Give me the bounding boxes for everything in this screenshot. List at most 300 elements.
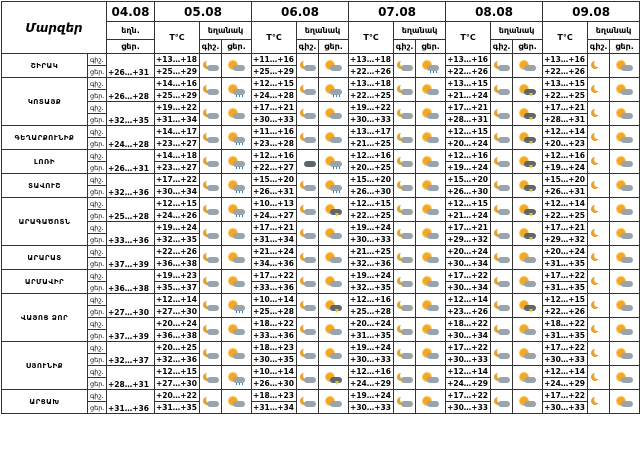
temp-night: +13…+16 [543, 54, 588, 66]
temp-day: +21…+24 [446, 210, 491, 222]
day-label: ցեր. [88, 90, 107, 102]
sun-cloud-icon [422, 325, 440, 336]
temp-day: +21…+25 [349, 138, 394, 150]
weather-night [200, 294, 222, 318]
weather-night [297, 174, 319, 198]
table-row [2, 150, 640, 162]
sun-cloud-icon [228, 349, 246, 360]
day-label: ցեր. [88, 258, 107, 270]
temp-day: +22…+27 [252, 162, 297, 174]
weather-day [416, 102, 446, 126]
sun-cloud-storm-icon [325, 205, 343, 216]
temp-day: +30…+33 [446, 402, 491, 414]
sun-cloud-icon [616, 325, 634, 336]
weather-night [394, 246, 416, 270]
night-label: գիշ. [88, 54, 107, 66]
temp-day: +30…+35 [252, 354, 297, 366]
temp-night: +19…+24 [349, 222, 394, 234]
moon-cloud-icon [396, 325, 414, 336]
weather-day [610, 222, 640, 246]
temp-value [107, 102, 155, 126]
sun-cloud-icon [422, 109, 440, 120]
temp-subheader: T°C [252, 22, 297, 54]
weather-night [297, 294, 319, 318]
sun-cloud-icon [616, 397, 634, 408]
temp-day: +19…+24 [543, 162, 588, 174]
weather-night [588, 78, 610, 102]
temp-night: +12…+16 [543, 150, 588, 162]
temp-day: +24…+28 [252, 90, 297, 102]
temp-night: +14…+18 [155, 150, 200, 162]
weather-day [610, 390, 640, 414]
moon-cloud-icon [202, 277, 220, 288]
weather-day [513, 294, 543, 318]
weather-night [297, 102, 319, 126]
temp-day: +31…+34 [252, 234, 297, 246]
sun-cloud-icon [616, 61, 634, 72]
temp-night: +18…+23 [252, 342, 297, 354]
day-label: ցեր. [88, 186, 107, 198]
day-subheader: ցեր. [513, 40, 543, 54]
weather-day [513, 390, 543, 414]
sun-cloud-icon [616, 157, 634, 168]
temp-day: +25…+29 [252, 66, 297, 78]
temp-value [107, 246, 155, 270]
temp-day: +20…+25 [349, 162, 394, 174]
temp-night: +12…+15 [155, 198, 200, 210]
sun-cloud-icon [325, 133, 343, 144]
sun-cloud-rain-icon [228, 301, 246, 312]
sun-cloud-icon [422, 181, 440, 192]
weather-night [491, 54, 513, 78]
weather-day [416, 78, 446, 102]
temp-night: +12…+16 [349, 150, 394, 162]
weather-day [416, 54, 446, 78]
weather-day [416, 246, 446, 270]
weather-day [222, 390, 252, 414]
weather-day [319, 294, 349, 318]
weather-day [416, 390, 446, 414]
temp-day: +24…+29 [446, 378, 491, 390]
temp-day: +31…+34 [252, 402, 297, 414]
moon-cloud-icon [396, 133, 414, 144]
moon-cloud-icon [202, 181, 220, 192]
weather-day [610, 54, 640, 78]
weather-night [491, 102, 513, 126]
moon-cloud-icon [202, 349, 220, 360]
temp-night: +12…+14 [543, 126, 588, 138]
sun-cloud-storm-icon [519, 301, 537, 312]
night-label: գիշ. [88, 78, 107, 90]
moon-cloud-icon [493, 349, 511, 360]
temp-day: +35…+37 [155, 282, 200, 294]
moon-cloud-icon [396, 61, 414, 72]
night-label: գիշ. [88, 318, 107, 330]
weather-night [491, 150, 513, 174]
temp-night: +12…+14 [446, 366, 491, 378]
temp-night: +12…+15 [446, 126, 491, 138]
sun-cloud-icon [616, 181, 634, 192]
moon-cloud-icon [396, 205, 414, 216]
weather-day [513, 246, 543, 270]
weather-night [297, 54, 319, 78]
temp-day: +23…+26 [446, 306, 491, 318]
temp-day: +36…+38 [155, 258, 200, 270]
weather-night [200, 102, 222, 126]
sun-cloud-storm-icon [519, 205, 537, 216]
temp-value: +33…+36 [108, 236, 149, 245]
temp-night: +11…+16 [252, 54, 297, 66]
sun-cloud-icon [228, 397, 246, 408]
temp-night: +13…+16 [446, 54, 491, 66]
temp-day: +31…+35 [543, 330, 588, 342]
moon-cloud-icon [299, 277, 317, 288]
weather-night [491, 366, 513, 390]
sun-cloud-icon [422, 373, 440, 384]
temp-night: +20…+24 [543, 246, 588, 258]
sun-cloud-icon [422, 157, 440, 168]
date-header: 04.08 [107, 2, 155, 22]
weather-night [394, 102, 416, 126]
temp-night: +10…+13 [252, 198, 297, 210]
weather-night [491, 78, 513, 102]
temp-night: +15…+20 [543, 174, 588, 186]
night-label: գիշ. [88, 246, 107, 258]
night-label: գիշ. [88, 390, 107, 402]
weather-day [416, 150, 446, 174]
temp-night: +12…+15 [155, 366, 200, 378]
temp-day: +24…+29 [349, 378, 394, 390]
temp-night: +19…+22 [155, 102, 200, 114]
moon-cloud-icon [202, 61, 220, 72]
moon-cloud-icon [396, 181, 414, 192]
sun-cloud-icon [422, 397, 440, 408]
moon-cloud-icon [396, 397, 414, 408]
weather-day [416, 222, 446, 246]
day-label: ցեր. [88, 66, 107, 78]
temp-day: +28…+31 [543, 114, 588, 126]
temp-night: +12…+16 [349, 366, 394, 378]
weather-day [222, 294, 252, 318]
sun-cloud-icon [519, 373, 537, 384]
weather-night [297, 246, 319, 270]
weather-day [319, 246, 349, 270]
sun-cloud-icon [519, 277, 537, 288]
temp-night: +19…+24 [349, 270, 394, 282]
temp-day: +20…+23 [543, 138, 588, 150]
weather-night [588, 270, 610, 294]
temp-day: +26…+30 [446, 186, 491, 198]
temp-night: +12…+15 [349, 198, 394, 210]
sun-cloud-storm-icon [519, 229, 537, 240]
sun-cloud-rain-icon [228, 157, 246, 168]
temp-night: +13…+18 [349, 54, 394, 66]
weather-day [222, 318, 252, 342]
moon-cloud-icon [493, 181, 511, 192]
moon-cloud-icon [299, 133, 317, 144]
day-subheader: ցեր. [107, 40, 155, 54]
weather-day [610, 342, 640, 366]
weather-night [297, 150, 319, 174]
temp-value [107, 342, 155, 366]
temp-night: +19…+24 [349, 342, 394, 354]
temp-night: +17…+21 [252, 102, 297, 114]
weather-day [513, 102, 543, 126]
weather-day [513, 222, 543, 246]
table-row [2, 270, 640, 282]
moon-cloud-icon [202, 229, 220, 240]
temp-day: +30…+34 [446, 282, 491, 294]
moon-cloud-icon [493, 229, 511, 240]
moon-cloud-icon [299, 229, 317, 240]
night-subheader: գիշ. [394, 40, 416, 54]
weather-day [416, 198, 446, 222]
temp-night: +17…+22 [543, 390, 588, 402]
night-label: գիշ. [88, 222, 107, 234]
temp-day: +30…+33 [446, 354, 491, 366]
temp-night: +17…+21 [446, 222, 491, 234]
region-name: ՎԱՅՈՑ ՁՈՐ [2, 294, 88, 342]
temp-night: +17…+22 [446, 390, 491, 402]
weather-night [588, 150, 610, 174]
temp-day: +21…+24 [446, 90, 491, 102]
weather-night [200, 390, 222, 414]
date-header: 05.08 [155, 2, 252, 22]
sun-cloud-rain-icon [228, 181, 246, 192]
temp-day: +30…+33 [349, 114, 394, 126]
day-label: ցեր. [88, 234, 107, 246]
temp-day: +20…+24 [446, 138, 491, 150]
weather-night [297, 342, 319, 366]
sun-cloud-icon [616, 109, 634, 120]
weather-night [200, 270, 222, 294]
temp-day: +26…+31 [252, 186, 297, 198]
weather-night [588, 102, 610, 126]
night-subheader: գիշ. [297, 40, 319, 54]
moon-icon [590, 85, 608, 96]
moon-icon [590, 277, 608, 288]
temp-value [107, 390, 155, 414]
weather-day [513, 342, 543, 366]
day-label: ցեր. [88, 282, 107, 294]
moon-cloud-icon [202, 85, 220, 96]
day-label: ցեր. [88, 378, 107, 390]
weather-day [319, 102, 349, 126]
temp-night: +13…+17 [349, 126, 394, 138]
weather-subheader: եղանակ [394, 22, 446, 40]
moon-cloud-icon [299, 325, 317, 336]
moon-cloud-icon [396, 253, 414, 264]
temp-day: +22…+25 [349, 90, 394, 102]
night-label: գիշ. [88, 198, 107, 210]
sun-cloud-icon [519, 253, 537, 264]
sun-cloud-icon [325, 253, 343, 264]
table-row [2, 198, 640, 210]
table-row [2, 342, 640, 354]
temp-night: +21…+25 [349, 246, 394, 258]
temp-night: +17…+22 [446, 270, 491, 282]
moon-cloud-icon [299, 397, 317, 408]
temp-day: +30…+33 [349, 354, 394, 366]
weather-day [513, 126, 543, 150]
sun-cloud-icon [325, 229, 343, 240]
weather-night [297, 318, 319, 342]
weather-night [200, 318, 222, 342]
weather-night [588, 222, 610, 246]
temp-night: +20…+25 [155, 342, 200, 354]
region-name: ԼՈՌԻ [2, 150, 88, 174]
weather-night [200, 246, 222, 270]
weather-day [222, 174, 252, 198]
temp-night: +20…+24 [349, 318, 394, 330]
weather-day [319, 366, 349, 390]
night-subheader: գիշ. [200, 40, 222, 54]
sun-cloud-icon [325, 109, 343, 120]
temp-day: +22…+26 [543, 306, 588, 318]
moon-icon [590, 229, 608, 240]
weather-night [297, 366, 319, 390]
night-subheader: գիշ. [491, 40, 513, 54]
temp-night: +12…+15 [446, 198, 491, 210]
moon-cloud-icon [299, 181, 317, 192]
temp-day: +24…+29 [543, 378, 588, 390]
region-name: ԳԵՂԱՐՔՈՒՆԻՔ [2, 126, 88, 150]
temp-value: +36…+38 [108, 284, 149, 293]
sun-cloud-icon [228, 277, 246, 288]
temp-night: +17…+22 [543, 342, 588, 354]
sun-cloud-icon [422, 301, 440, 312]
weather-day [610, 270, 640, 294]
temp-night: +12…+16 [446, 150, 491, 162]
temp-value [107, 318, 155, 342]
sun-cloud-icon [228, 325, 246, 336]
weather-day [319, 222, 349, 246]
sun-cloud-icon [616, 253, 634, 264]
temp-night: +20…+24 [446, 246, 491, 258]
temp-day: +19…+24 [446, 162, 491, 174]
weather-day [222, 270, 252, 294]
weather-night [200, 126, 222, 150]
temp-value [107, 270, 155, 294]
sun-cloud-icon [325, 349, 343, 360]
temp-day: +22…+25 [349, 210, 394, 222]
weather-day [610, 102, 640, 126]
weather-day [416, 342, 446, 366]
weather-day [610, 246, 640, 270]
weather-day [416, 270, 446, 294]
temp-subheader: T°C [446, 22, 491, 54]
moon-cloud-icon [202, 397, 220, 408]
sun-cloud-icon [228, 61, 246, 72]
weather-day [513, 270, 543, 294]
weather-day [513, 198, 543, 222]
sun-cloud-icon [422, 277, 440, 288]
temp-value [107, 54, 155, 78]
weather-night [394, 198, 416, 222]
weather-night [200, 54, 222, 78]
moon-cloud-icon [493, 157, 511, 168]
temp-night: +17…+21 [543, 222, 588, 234]
temp-night: +15…+20 [349, 174, 394, 186]
weather-night [588, 294, 610, 318]
moon-icon [590, 325, 608, 336]
weather-night [588, 390, 610, 414]
day-label: ցեր. [88, 114, 107, 126]
temp-night: +13…+15 [446, 78, 491, 90]
moon-cloud-icon [299, 109, 317, 120]
sun-cloud-storm-icon [519, 157, 537, 168]
region-name: ՏԱՎՈՒՇ [2, 174, 88, 198]
temp-day: +33…+36 [252, 282, 297, 294]
sun-cloud-icon [616, 85, 634, 96]
weather-night [297, 198, 319, 222]
weather-day [610, 366, 640, 390]
forecast-table [1, 1, 640, 414]
temp-night: +12…+16 [349, 294, 394, 306]
temp-day: +32…+35 [155, 234, 200, 246]
date-header: 08.08 [446, 2, 543, 22]
region-name: ԿՈՏԱՅՔ [2, 78, 88, 126]
temp-night: +18…+23 [252, 390, 297, 402]
temp-day: +30…+33 [349, 234, 394, 246]
temp-day: +30…+33 [349, 402, 394, 414]
night-label: գիշ. [88, 342, 107, 354]
moon-cloud-icon [202, 325, 220, 336]
temp-value: +32…+37 [108, 356, 149, 365]
weather-subheader: եղանակ [588, 22, 640, 40]
sun-cloud-icon [616, 373, 634, 384]
sun-cloud-rain-icon [228, 85, 246, 96]
table-row [2, 78, 640, 90]
day-label: ցեր. [88, 402, 107, 414]
moon-icon [590, 133, 608, 144]
weather-night [394, 318, 416, 342]
sun-cloud-icon [325, 325, 343, 336]
moon-icon [590, 253, 608, 264]
sun-cloud-icon [228, 229, 246, 240]
temp-night: +17…+21 [446, 102, 491, 114]
day-subheader: ցեր. [222, 40, 252, 54]
sun-cloud-icon [616, 301, 634, 312]
temp-night: +13…+15 [543, 78, 588, 90]
temp-day: +23…+27 [155, 162, 200, 174]
temp-day: +28…+31 [446, 114, 491, 126]
temp-night: +12…+14 [543, 366, 588, 378]
weather-subheader: եղանակ [200, 22, 252, 40]
temp-value [107, 366, 155, 390]
temp-night: +14…+16 [155, 78, 200, 90]
sun-cloud-icon [519, 325, 537, 336]
temp-night: +15…+20 [446, 174, 491, 186]
sun-cloud-icon [519, 349, 537, 360]
temp-value: +24…+28 [108, 140, 149, 149]
temp-value [107, 222, 155, 246]
weather-night [200, 150, 222, 174]
temp-day: +30…+34 [446, 258, 491, 270]
weather-night [297, 390, 319, 414]
moon-icon [590, 61, 608, 72]
temp-value: +32…+35 [108, 116, 149, 125]
sun-cloud-rain-icon [228, 373, 246, 384]
temp-day: +22…+26 [446, 66, 491, 78]
moon-icon [590, 157, 608, 168]
temp-day: +31…+35 [349, 330, 394, 342]
temp-night: +18…+22 [252, 318, 297, 330]
table-row [2, 102, 640, 114]
night-label: գիշ. [88, 270, 107, 282]
weather-day [416, 366, 446, 390]
temp-day: +32…+36 [349, 258, 394, 270]
